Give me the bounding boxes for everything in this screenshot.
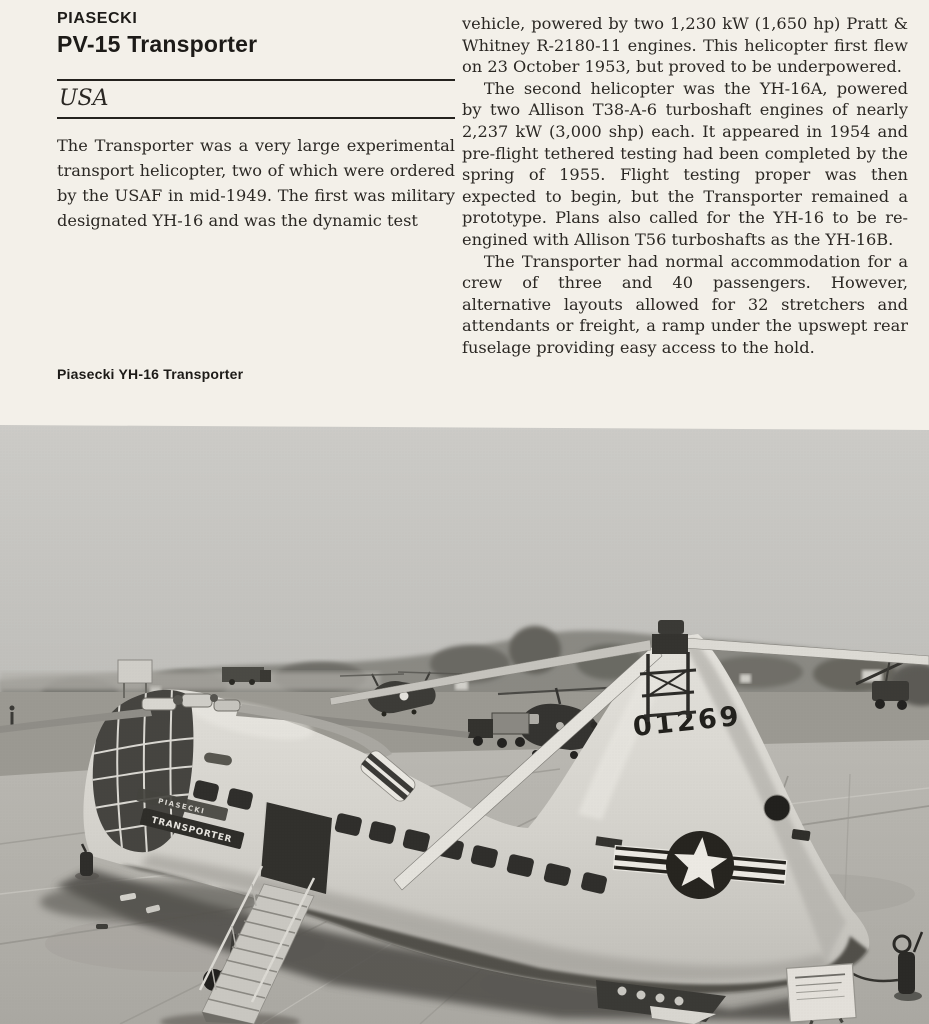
manufacturer-name: PIASECKI xyxy=(57,10,138,27)
article-text-right-2: The second helicopter was the YH-16A, powered by two Allison T38-A-6 turboshaft engines of nearly 2,237 kW (3,000 shp) each. It appeared in 1954 and pre-flight tethered testing had been completed by the spring of 1955. Flight testing proper was then expected to begin, but the Transporter remained a prototype. Plans also called for the YH-16 to be re-engined with Allison T56 turboshafts as the YH-16B. xyxy=(462,78,908,249)
page-title: PV-15 Transporter xyxy=(57,31,258,57)
left-column xyxy=(57,10,455,233)
helicopter-photograph xyxy=(0,424,929,1024)
country-label: USA xyxy=(59,86,109,111)
photo-caption: Piasecki YH-16 Transporter xyxy=(57,366,244,382)
article-text-left: The Transporter was a very large experimental transport helicopter, two of which were ordered by the USAF in mid-1949. The first was military designated YH-16 and was the dynamic test xyxy=(57,136,455,230)
photo-grain-overlay xyxy=(0,424,929,1024)
divider-bottom xyxy=(57,117,455,119)
article-text-right-1: vehicle, powered by two 1,230 kW (1,650 hp) Pratt & Whitney R-2180-11 engines. This helicopter first flew on 23 October 1953, but proved to be underpowered. xyxy=(462,14,908,77)
article-text-right-3: The Transporter had normal accommodation for a crew of three and 40 passengers. However, alternative layouts allowed for 32 stretchers and attendants or freight, a ramp under the upswept rear fuselage providing easy access to the hold. xyxy=(462,251,908,357)
right-column xyxy=(462,13,908,359)
